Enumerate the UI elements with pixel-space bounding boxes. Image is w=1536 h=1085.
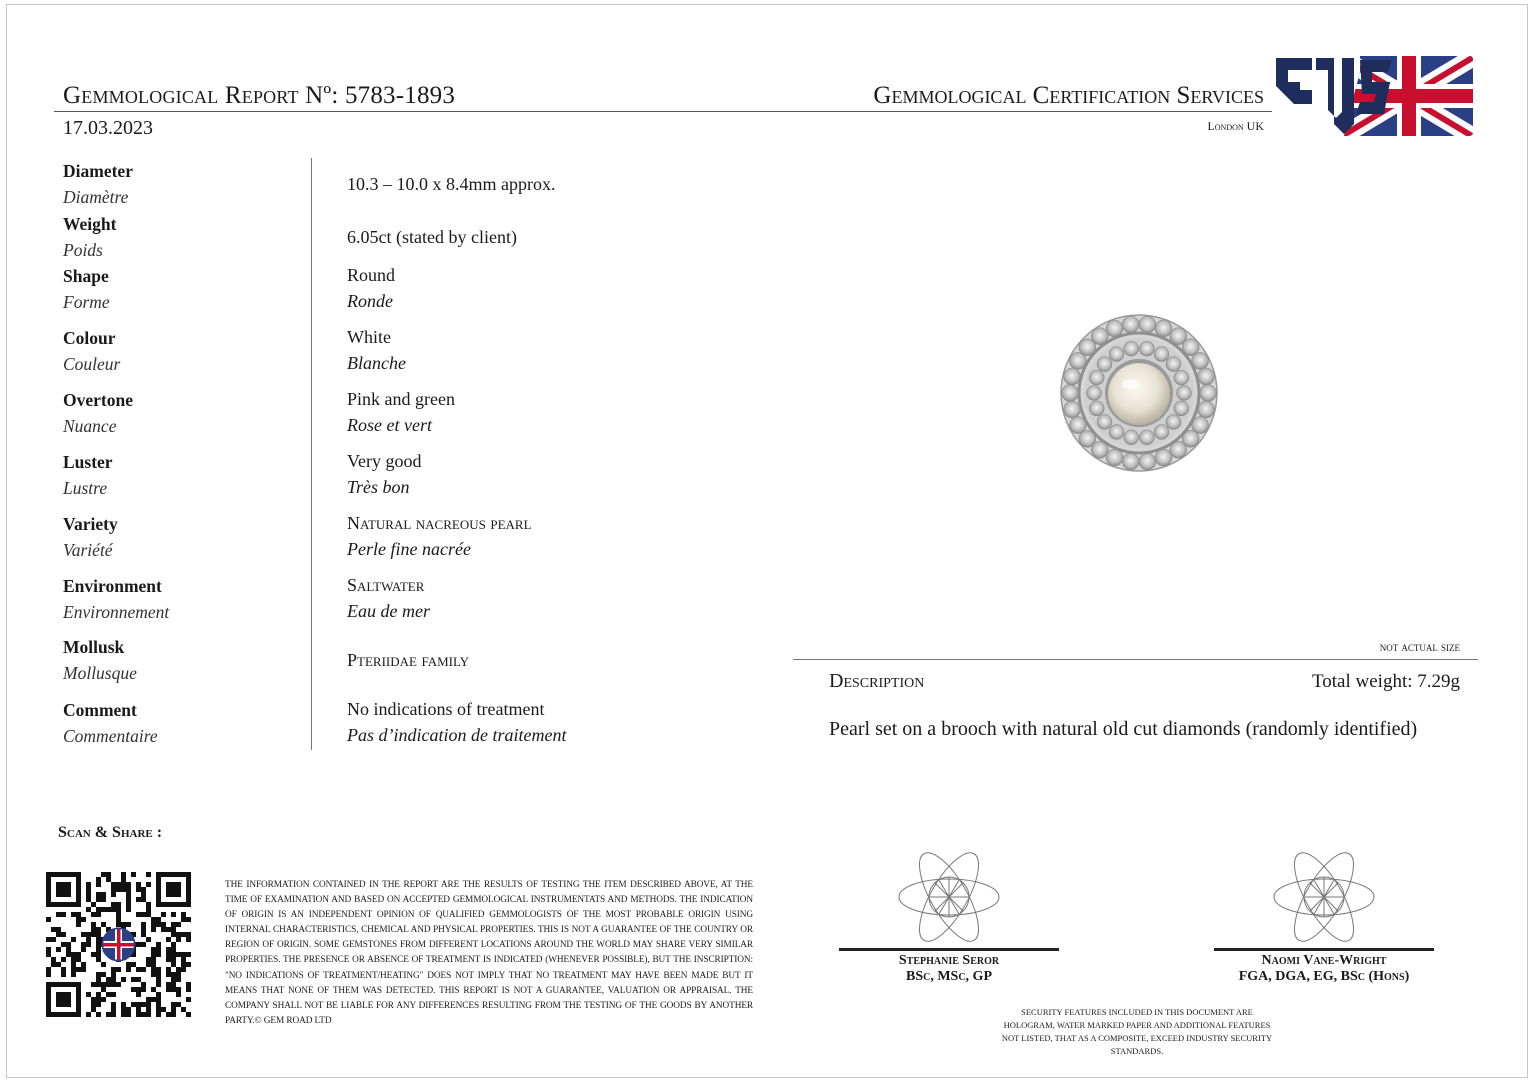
property-value: Round xyxy=(347,265,396,285)
property-label: Overtone xyxy=(63,390,133,410)
property-label-fr: Lustre xyxy=(63,478,108,498)
property-label: Environment xyxy=(63,576,162,596)
signatory-name: Naomi Vane-Wright xyxy=(1261,953,1387,968)
signatory-name: Stephanie Seror xyxy=(898,953,1000,968)
qr-code-icon[interactable] xyxy=(46,872,191,1017)
property-value-fr: Pas d’indication de traitement xyxy=(347,725,567,745)
property-label: Diameter xyxy=(63,161,133,181)
property-value: Very good xyxy=(347,451,422,471)
property-value-fr: Ronde xyxy=(347,291,393,311)
column-divider xyxy=(311,158,312,750)
property-label: Variety xyxy=(63,514,118,534)
property-value-fr: Très bon xyxy=(347,477,410,497)
signature-block-2 xyxy=(1214,846,1434,985)
property-label: Luster xyxy=(63,452,113,472)
brooch-image xyxy=(1058,312,1220,474)
scan-share-label: Scan & Share : xyxy=(58,824,163,841)
atom-seal-icon xyxy=(894,846,1004,948)
security-features-note: SECURITY FEATURES INCLUDED IN THIS DOCUMENT ARE HOLOGRAM, WATER MARKED PAPER AND ADDITIONAL FEATURES NOT LISTED, THAT AS A COMPOSITE, EXCEED INDUSTRY SECURITY STANDARDS. xyxy=(1001,1007,1273,1056)
property-label: Mollusk xyxy=(63,637,125,657)
description-divider xyxy=(793,659,1478,660)
property-value: Pteriidae family xyxy=(347,650,470,670)
company-city: London UK xyxy=(1207,119,1264,133)
property-label-fr: Commentaire xyxy=(63,726,158,746)
signatory-qualifications: BSc, MSc, GP xyxy=(905,969,992,984)
property-value: Saltwater xyxy=(347,575,425,595)
property-label-fr: Variété xyxy=(63,540,113,560)
property-value-fr: Eau de mer xyxy=(347,601,430,621)
signature-block-1 xyxy=(839,846,1059,985)
property-label-fr: Nuance xyxy=(63,416,117,436)
description-text: Pearl set on a brooch with natural old cut diamonds (randomly identified) xyxy=(829,718,1418,740)
property-value-fr: Blanche xyxy=(347,353,406,373)
property-value-fr: Perle fine nacrée xyxy=(347,539,471,559)
company-name: Gemmological Certification Services xyxy=(873,82,1264,109)
header-divider xyxy=(54,111,1272,112)
property-value: 6.05ct (stated by client) xyxy=(347,227,517,247)
property-label: Weight xyxy=(63,214,117,234)
property-label-fr: Forme xyxy=(63,292,110,312)
property-label: Comment xyxy=(63,700,137,720)
legal-disclaimer: THE INFORMATION CONTAINED IN THE REPORT ARE THE RESULTS OF TESTING THE ITEM DESCRIBED ABOVE, AT THE TIME OF EXAMINATION AND BASED ON ACCEPTED GEMMOLOGICAL INSTRUMENTATS AND METHODS. THE INDICATION OF ORIGIN IS AN INDEPENDENT OPINION OF QUALIFIED GEMMOLOGISTS OF THE MOST PROBABLE ORIGIN USING INTERNAL CHARACTERISTICS, CHEMICAL AND PHYSICAL PROPERTIES. THIS IS NOT A GUARANTEE OF THE COUNTRY OR REGION OF ORIGIN. SOME GEMSTONES FROM DIFFERENT LOCATIONS AROUND THE WORLD MAY SHARE VERY SIMILAR PROPERTIES. THE PRESENCE OR ABSENCE OF TREATMENT IS INDICATED (WHENEVER POSSIBLE), BUT THE INSCRIPTION: "NO INDICATIONS OF TREATMENT/HEATING" DOES NOT IMPLY THAT NO TREATMENT MAY HAVE BEEN MADE BUT IT MEANS THAT NONE OF THEM WAS DETECTED. THIS REPORT IS NOT A GUARANTEE, VALUATION OR APPRAISAL. THE COMPANY SHALL NOT BE LIABLE FOR ANY DIFFERENCES RESULTING FROM THE TESTING OF THE GOODS BY ANOTHER PARTY.© GEM ROAD LTD xyxy=(225,880,753,1026)
property-label-fr: Diamètre xyxy=(63,187,129,207)
property-label-fr: Couleur xyxy=(63,354,121,374)
property-value: Natural nacreous pearl xyxy=(347,513,532,533)
total-weight: Total weight: 7.29g xyxy=(1311,671,1460,692)
property-label-fr: Environnement xyxy=(63,602,170,622)
signatory-qualifications: FGA, DGA, EG, BSc (Hons) xyxy=(1238,969,1410,984)
property-label-fr: Poids xyxy=(63,240,103,260)
property-label: Colour xyxy=(63,328,116,348)
signature-line xyxy=(839,948,1059,951)
not-actual-size-note: not actual size xyxy=(1379,640,1460,654)
atom-seal-icon xyxy=(1269,846,1379,948)
property-value: 10.3 – 10.0 x 8.4mm approx. xyxy=(347,174,556,194)
property-label-fr: Mollusque xyxy=(63,663,137,683)
property-label: Shape xyxy=(63,266,109,286)
property-value: No indications of treatment xyxy=(347,699,545,719)
report-title: Gemmological Report Nº: 5783-1893 xyxy=(63,82,456,109)
property-value: Pink and green xyxy=(347,389,455,409)
description-heading: Description xyxy=(829,670,925,692)
signature-line xyxy=(1214,948,1434,951)
property-value-fr: Rose et vert xyxy=(347,415,432,435)
gcs-logo-icon xyxy=(1272,52,1474,138)
property-value: White xyxy=(347,327,391,347)
report-date: 17.03.2023 xyxy=(63,117,153,139)
